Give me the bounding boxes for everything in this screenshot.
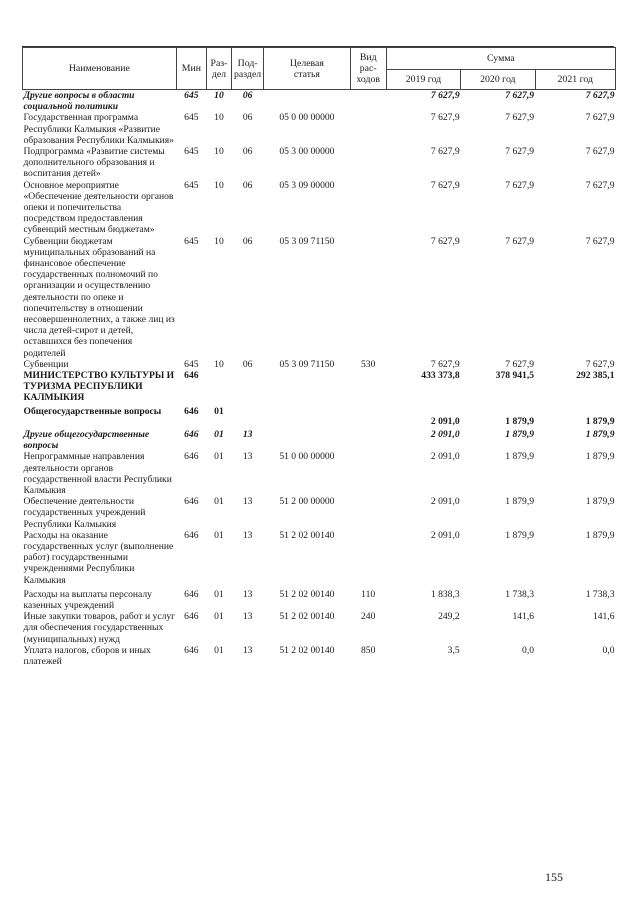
cell-podrazdel: 13 (242, 644, 253, 656)
cell-razdel: 01 (214, 529, 224, 541)
cell-2019: 7 627,9 (430, 179, 460, 191)
cell-name: Субвенции бюджетам муниципальных образований на финансовое обеспечение государственных полномочий по организации и осуществлению деятельности по опеке и попечительству в отношении несовершеннолетних, а также лиц из числа детей-сирот и детей, оставшихся без попечения родителей (23, 235, 175, 359)
cell-2019: 7 627,9 (430, 358, 460, 370)
cell-podrazdel: 13 (242, 529, 253, 541)
cell-razdel: 10 (214, 235, 224, 247)
cell-razdel: 10 (214, 179, 224, 191)
cell-name: Обеспечение деятельности государственных учреждений Республики Калмыкия (23, 496, 146, 530)
table-row (23, 404, 616, 427)
cell-podrazdel: 13 (242, 588, 253, 600)
cell-2020: 141,6 (512, 611, 535, 623)
cell-2020: 7 627,9 (505, 358, 535, 370)
cell-vid-rashodov (350, 530, 386, 586)
cell-2020: 1 879,9 (505, 415, 535, 427)
table-row (23, 180, 616, 236)
cell-2020: 1 738,3 (505, 588, 535, 600)
cell-vid-rashodov (350, 146, 386, 180)
cell-2020: 1 879,9 (505, 529, 535, 541)
cell-podrazdel: 06 (242, 179, 253, 191)
cell-celevaya-statya (264, 427, 350, 451)
cell-2019: 7 627,9 (430, 112, 460, 124)
cell-razdel: 01 (214, 496, 224, 508)
cell-2021: 292 385,1 (576, 370, 615, 382)
cell-name: Другие общегосударственные вопросы (23, 428, 150, 452)
cell-vid-rashodov (350, 180, 386, 236)
cell-2019: 2 091,0 (430, 428, 460, 440)
cell-2021: 7 627,9 (585, 179, 615, 191)
cell-2021: 1 879,9 (585, 496, 615, 508)
table-header (23, 48, 616, 90)
cell-name: Субвенции (23, 358, 69, 370)
cell-2020: 7 627,9 (505, 90, 535, 101)
cell-2019: 2 091,0 (430, 415, 460, 427)
cell-razdel: 01 (214, 588, 224, 600)
header-min: Мин (176, 48, 206, 90)
cell-vid-rashodov (350, 236, 386, 359)
cell-2021: 1 879,9 (585, 428, 615, 440)
cell-celevaya-statya (264, 90, 350, 113)
cell-2019: 433 373,8 (421, 370, 460, 382)
cell-celevaya-statya: 05 3 09 71150 (279, 235, 335, 247)
cell-razdel (206, 370, 231, 404)
cell-podrazdel: 06 (242, 112, 253, 124)
cell-podrazdel (232, 370, 264, 404)
cell-podrazdel: 06 (242, 235, 253, 247)
cell-name: Подпрограмма «Развитие системы дополнительного образования и воспитания детей» (23, 146, 165, 180)
cell-2021: 0,0 (602, 644, 615, 656)
cell-min: 645 (184, 112, 199, 124)
cell-2021: 7 627,9 (585, 358, 615, 370)
cell-celevaya-statya (264, 370, 350, 404)
cell-razdel: 10 (214, 90, 224, 101)
header-year-2019: 2019 год (386, 70, 460, 90)
table-row (23, 370, 616, 404)
cell-2019: 2 091,0 (430, 496, 460, 508)
cell-min: 645 (184, 358, 199, 370)
cell-name: Государственная программа Республики Калмыкия «Развитие образования Республики Калмыкия» (23, 112, 174, 146)
budget-table (22, 47, 616, 667)
cell-celevaya-statya: 05 3 09 71150 (279, 358, 335, 370)
cell-razdel: 10 (214, 146, 224, 158)
cell-2019: 7 627,9 (430, 146, 460, 158)
cell-name: Непрограммные направления деятельности органов государственной власти Республики Калмыкия (23, 451, 172, 496)
cell-razdel: 01 (214, 611, 224, 623)
cell-min: 646 (184, 611, 199, 623)
header-summa: Сумма (386, 48, 615, 70)
cell-celevaya-statya: 05 0 00 00000 (279, 112, 335, 124)
cell-2019: 3,5 (447, 644, 460, 656)
cell-vid-rashodov (350, 496, 386, 530)
cell-2020: 7 627,9 (505, 112, 535, 124)
cell-2021: 7 627,9 (585, 235, 615, 247)
cell-2019: 7 627,9 (430, 235, 460, 247)
header-vid-rashodov: Вид рас- ходов (350, 48, 386, 90)
cell-2020: 378 941,5 (495, 370, 535, 382)
cell-celevaya-statya: 51 2 02 00140 (279, 611, 335, 623)
cell-2019: 249,2 (438, 611, 460, 623)
table-row (23, 611, 616, 645)
cell-vid-rashodov (350, 404, 386, 427)
table-row (23, 90, 616, 113)
cell-2020: 7 627,9 (505, 235, 535, 247)
header-podrazdel: Под- раздел (232, 48, 264, 90)
cell-razdel: 01 (214, 451, 224, 463)
cell-razdel: 01 (214, 428, 224, 440)
table-row (23, 586, 616, 611)
cell-razdel: 01 (214, 644, 224, 656)
cell-min: 645 (184, 179, 199, 191)
header-year-2020: 2020 год (461, 70, 535, 90)
cell-2019: 2 091,0 (430, 451, 460, 463)
cell-2021: 141,6 (592, 611, 615, 623)
cell-celevaya-statya: 05 3 00 00000 (279, 146, 335, 158)
cell-podrazdel: 06 (242, 358, 253, 370)
cell-podrazdel (232, 404, 264, 427)
table-row (23, 359, 616, 370)
cell-2021: 1 879,9 (585, 529, 615, 541)
cell-razdel: 01 (214, 405, 224, 417)
cell-2021: 1 879,9 (585, 451, 615, 463)
table-body (23, 90, 616, 668)
cell-min: 646 (184, 370, 199, 382)
table-row (23, 451, 616, 496)
cell-name: Иные закупки товаров, работ и услуг для обеспечения государственных (муниципальных) нужд (23, 611, 176, 645)
cell-celevaya-statya: 51 2 02 00140 (279, 529, 335, 541)
cell-podrazdel: 06 (242, 90, 253, 101)
cell-vid-rashodov (350, 112, 386, 146)
cell-min: 645 (184, 90, 199, 101)
cell-podrazdel: 13 (242, 611, 253, 623)
cell-name: Уплата налогов, сборов и иных платежей (23, 644, 151, 667)
cell-2020: 1 879,9 (505, 451, 535, 463)
cell-2019: 1 838,3 (430, 588, 460, 600)
cell-2020: 7 627,9 (505, 179, 535, 191)
cell-podrazdel: 06 (242, 146, 253, 158)
table-row (23, 427, 616, 451)
cell-2019: 7 627,9 (430, 90, 460, 101)
cell-celevaya-statya: 51 2 02 00140 (279, 588, 335, 600)
cell-2020: 0,0 (522, 644, 535, 656)
cell-2019: 2 091,0 (430, 529, 460, 541)
cell-2021: 1 738,3 (585, 588, 615, 600)
page-number: 155 (545, 870, 563, 884)
cell-celevaya-statya: 51 0 00 00000 (279, 451, 335, 463)
cell-min: 645 (184, 146, 199, 158)
cell-podrazdel: 13 (242, 496, 253, 508)
cell-celevaya-statya (264, 404, 350, 427)
cell-2021: 1 879,9 (585, 415, 615, 427)
cell-min: 646 (184, 588, 199, 600)
table-row (23, 146, 616, 180)
cell-2021: 7 627,9 (585, 112, 615, 124)
cell-2020: 1 879,9 (505, 428, 535, 440)
cell-name: Общегосударственные вопросы (23, 405, 162, 417)
cell-celevaya-statya: 05 3 09 00000 (279, 179, 335, 191)
cell-2020: 1 879,9 (505, 496, 535, 508)
cell-name: МИНИСТЕРСТВО КУЛЬТУРЫ И ТУРИЗМА РЕСПУБЛИКИ КАЛМЫКИЯ (23, 370, 175, 404)
cell-vid-rashodov: 110 (361, 588, 376, 600)
cell-2020: 7 627,9 (505, 146, 535, 158)
cell-name: Расходы на выплаты персоналу казенных учреждений (23, 588, 152, 611)
cell-2021: 7 627,9 (585, 90, 615, 101)
cell-min: 646 (184, 644, 199, 656)
table-row (23, 645, 616, 667)
cell-razdel: 10 (214, 112, 224, 124)
cell-name: Другие вопросы в области социальной политики (23, 90, 135, 113)
table-row (23, 530, 616, 586)
cell-vid-rashodov: 530 (361, 358, 376, 370)
cell-name: Расходы на оказание государственных услуг (выполнение работ) государственными учреждениями Республики Калмыкия (23, 529, 174, 586)
table-row (23, 236, 616, 359)
cell-vid-rashodov (350, 427, 386, 451)
header-celevaya-statya: Целевая статья (264, 48, 350, 90)
cell-celevaya-statya: 51 2 00 00000 (279, 496, 335, 508)
table-row (23, 112, 616, 146)
cell-razdel: 10 (214, 358, 224, 370)
cell-vid-rashodov: 850 (361, 644, 376, 656)
cell-min: 645 (184, 235, 199, 247)
cell-name: Основное мероприятие «Обеспечение деятельности органов опеки и попечительства посредством предоставления субвенций местным бюджетам» (23, 179, 174, 236)
cell-2021: 7 627,9 (585, 146, 615, 158)
cell-vid-rashodov (350, 370, 386, 404)
header-name: Наименование (23, 48, 177, 90)
cell-min: 646 (184, 428, 199, 440)
header-razdel: Раз- дел (206, 48, 231, 90)
cell-min: 646 (184, 405, 199, 417)
table-row (23, 496, 616, 530)
cell-podrazdel: 13 (242, 451, 253, 463)
cell-min: 646 (184, 529, 199, 541)
cell-min: 646 (184, 451, 199, 463)
cell-podrazdel: 13 (242, 428, 253, 440)
cell-celevaya-statya: 51 2 02 00140 (279, 644, 335, 656)
header-year-2021: 2021 год (535, 70, 615, 90)
cell-min: 646 (184, 496, 199, 508)
cell-vid-rashodov (350, 451, 386, 496)
cell-vid-rashodov (350, 90, 386, 113)
cell-vid-rashodov: 240 (361, 611, 376, 623)
